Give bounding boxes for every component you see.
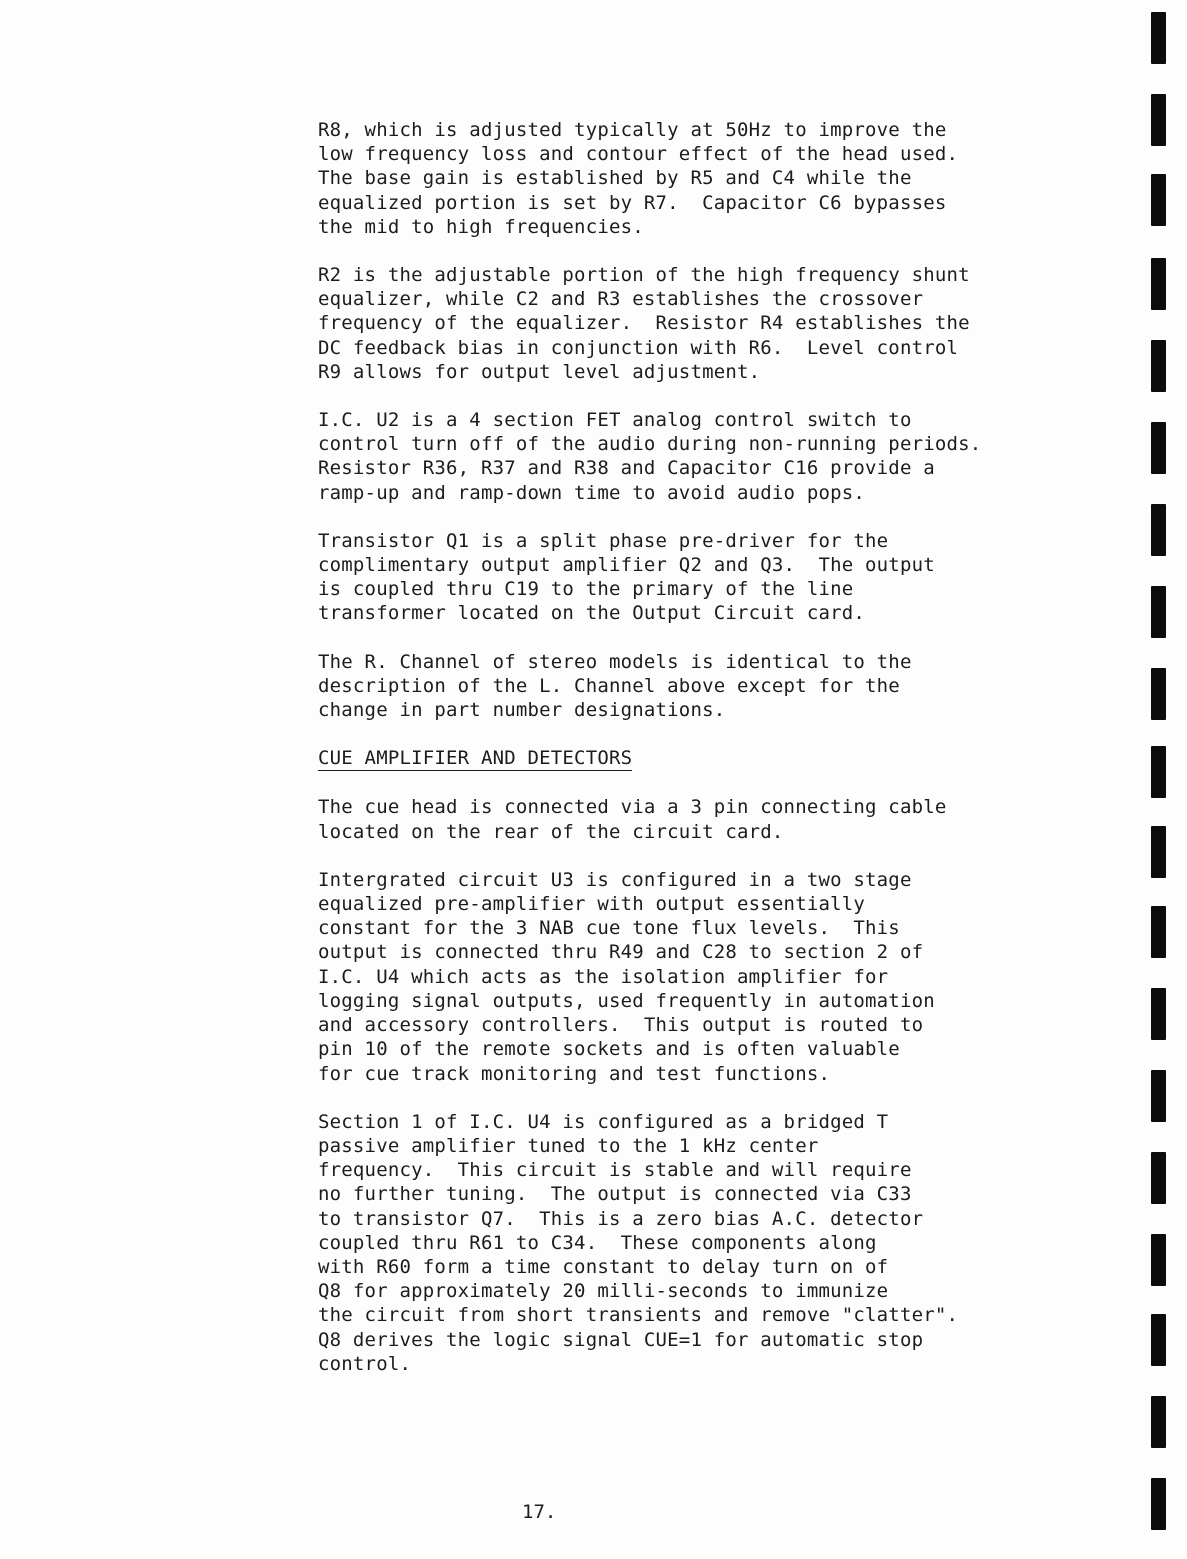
text-line: Transistor Q1 is a split phase pre-driver for the	[318, 529, 889, 552]
binding-mark	[1151, 422, 1166, 474]
paragraph-r-channel	[318, 650, 1018, 723]
text-line: The base gain is established by R5 and C4 while the	[318, 167, 912, 190]
binding-mark	[1151, 504, 1166, 556]
text-line: I.C. U4 which acts as the isolation amplifier for	[318, 965, 889, 988]
text-line: is coupled thru C19 to the primary of the line	[318, 578, 854, 601]
paragraph-u3-preamp	[318, 868, 1018, 1086]
body-text	[318, 118, 1018, 1400]
binding-mark	[1151, 12, 1166, 64]
paragraph-r8-equalization	[318, 118, 1018, 239]
section-heading: CUE AMPLIFIER AND DETECTORS	[318, 746, 632, 771]
binding-mark	[1151, 1234, 1166, 1286]
text-line: logging signal outputs, used frequently in automation	[318, 989, 935, 1012]
text-line: control turn off of the audio during non-running periods.	[318, 433, 982, 456]
text-line: low frequency loss and contour effect of the head used.	[318, 143, 959, 166]
text-line: for cue track monitoring and test functions.	[318, 1062, 831, 1085]
text-line: equalized pre-amplifier with output essentially	[318, 893, 866, 916]
text-line: passive amplifier tuned to the 1 kHz center	[318, 1134, 819, 1157]
binding-mark	[1151, 1396, 1166, 1448]
text-line: ramp-up and ramp-down time to avoid audio pops.	[318, 481, 866, 504]
text-line: frequency of the equalizer. Resistor R4 establishes the	[318, 312, 970, 335]
binding-mark	[1151, 1070, 1166, 1122]
binding-mark	[1151, 1152, 1166, 1204]
text-line: the mid to high frequencies.	[318, 215, 644, 238]
text-line: description of the L. Channel above except for the	[318, 674, 900, 697]
binding-mark	[1151, 826, 1166, 878]
binding-mark	[1151, 746, 1166, 798]
paragraph-q1-predriver	[318, 529, 1018, 626]
text-line: change in part number designations.	[318, 699, 726, 722]
text-line: Intergrated circuit U3 is configured in a two stage	[318, 868, 912, 891]
text-line: constant for the 3 NAB cue tone flux levels. This	[318, 917, 900, 940]
binding-mark	[1151, 1478, 1166, 1530]
text-line: transformer located on the Output Circuit card.	[318, 602, 866, 625]
text-line: output is connected thru R49 and C28 to section 2 of	[318, 941, 924, 964]
binding-mark	[1151, 988, 1166, 1040]
text-line: control.	[318, 1352, 412, 1375]
binding-mark	[1151, 174, 1166, 226]
text-line: The cue head is connected via a 3 pin connecting cable	[318, 796, 947, 819]
paragraph-u2-switch	[318, 408, 1018, 505]
paragraph-u4-bridged-t	[318, 1110, 1018, 1376]
text-line: DC feedback bias in conjunction with R6. Level control	[318, 336, 959, 359]
text-line: the circuit from short transients and remove "clatter".	[318, 1304, 959, 1327]
binding-mark	[1151, 906, 1166, 958]
text-line: Section 1 of I.C. U4 is configured as a bridged T	[318, 1110, 889, 1133]
text-line: equalizer, while C2 and R3 establishes the crossover	[318, 288, 924, 311]
text-line: R9 allows for output level adjustment.	[318, 360, 761, 383]
text-line: The R. Channel of stereo models is identical to the	[318, 650, 912, 673]
text-line: R8, which is adjusted typically at 50Hz to improve the	[318, 119, 947, 141]
binding-mark	[1151, 340, 1166, 392]
text-line: coupled thru R61 to C34. These components along	[318, 1231, 877, 1254]
text-line: Q8 for approximately 20 milli-seconds to immunize	[318, 1280, 889, 1303]
text-line: Resistor R36, R37 and R38 and Capacitor C16 provide a	[318, 457, 935, 480]
binding-mark	[1151, 258, 1166, 310]
text-line: equalized portion is set by R7. Capacitor C6 bypasses	[318, 191, 947, 214]
text-line: Q8 derives the logic signal CUE=1 for automatic stop	[318, 1328, 924, 1351]
binding-mark	[1151, 668, 1166, 720]
text-line: no further tuning. The output is connected via C33	[318, 1183, 912, 1206]
text-line: frequency. This circuit is stable and will require	[318, 1159, 912, 1182]
binding-mark	[1151, 586, 1166, 638]
text-line: with R60 form a time constant to delay turn on of	[318, 1255, 889, 1278]
text-line: I.C. U2 is a 4 section FET analog control switch to	[318, 409, 912, 432]
binding-mark	[1151, 94, 1166, 146]
text-line: R2 is the adjustable portion of the high frequency shunt	[318, 264, 970, 287]
text-line: located on the rear of the circuit card.	[318, 820, 784, 843]
page-number: 17.	[522, 1501, 557, 1523]
text-line: pin 10 of the remote sockets and is often valuable	[318, 1038, 900, 1061]
paragraph-r2-shunt-equalizer	[318, 263, 1018, 384]
paragraph-cue-head	[318, 795, 1018, 843]
text-line: complimentary output amplifier Q2 and Q3. The output	[318, 554, 935, 577]
binding-mark	[1151, 1314, 1166, 1366]
section-heading-wrapper	[318, 746, 1018, 795]
text-line: and accessory controllers. This output is routed to	[318, 1014, 924, 1037]
text-line: to transistor Q7. This is a zero bias A.C. detector	[318, 1207, 924, 1230]
